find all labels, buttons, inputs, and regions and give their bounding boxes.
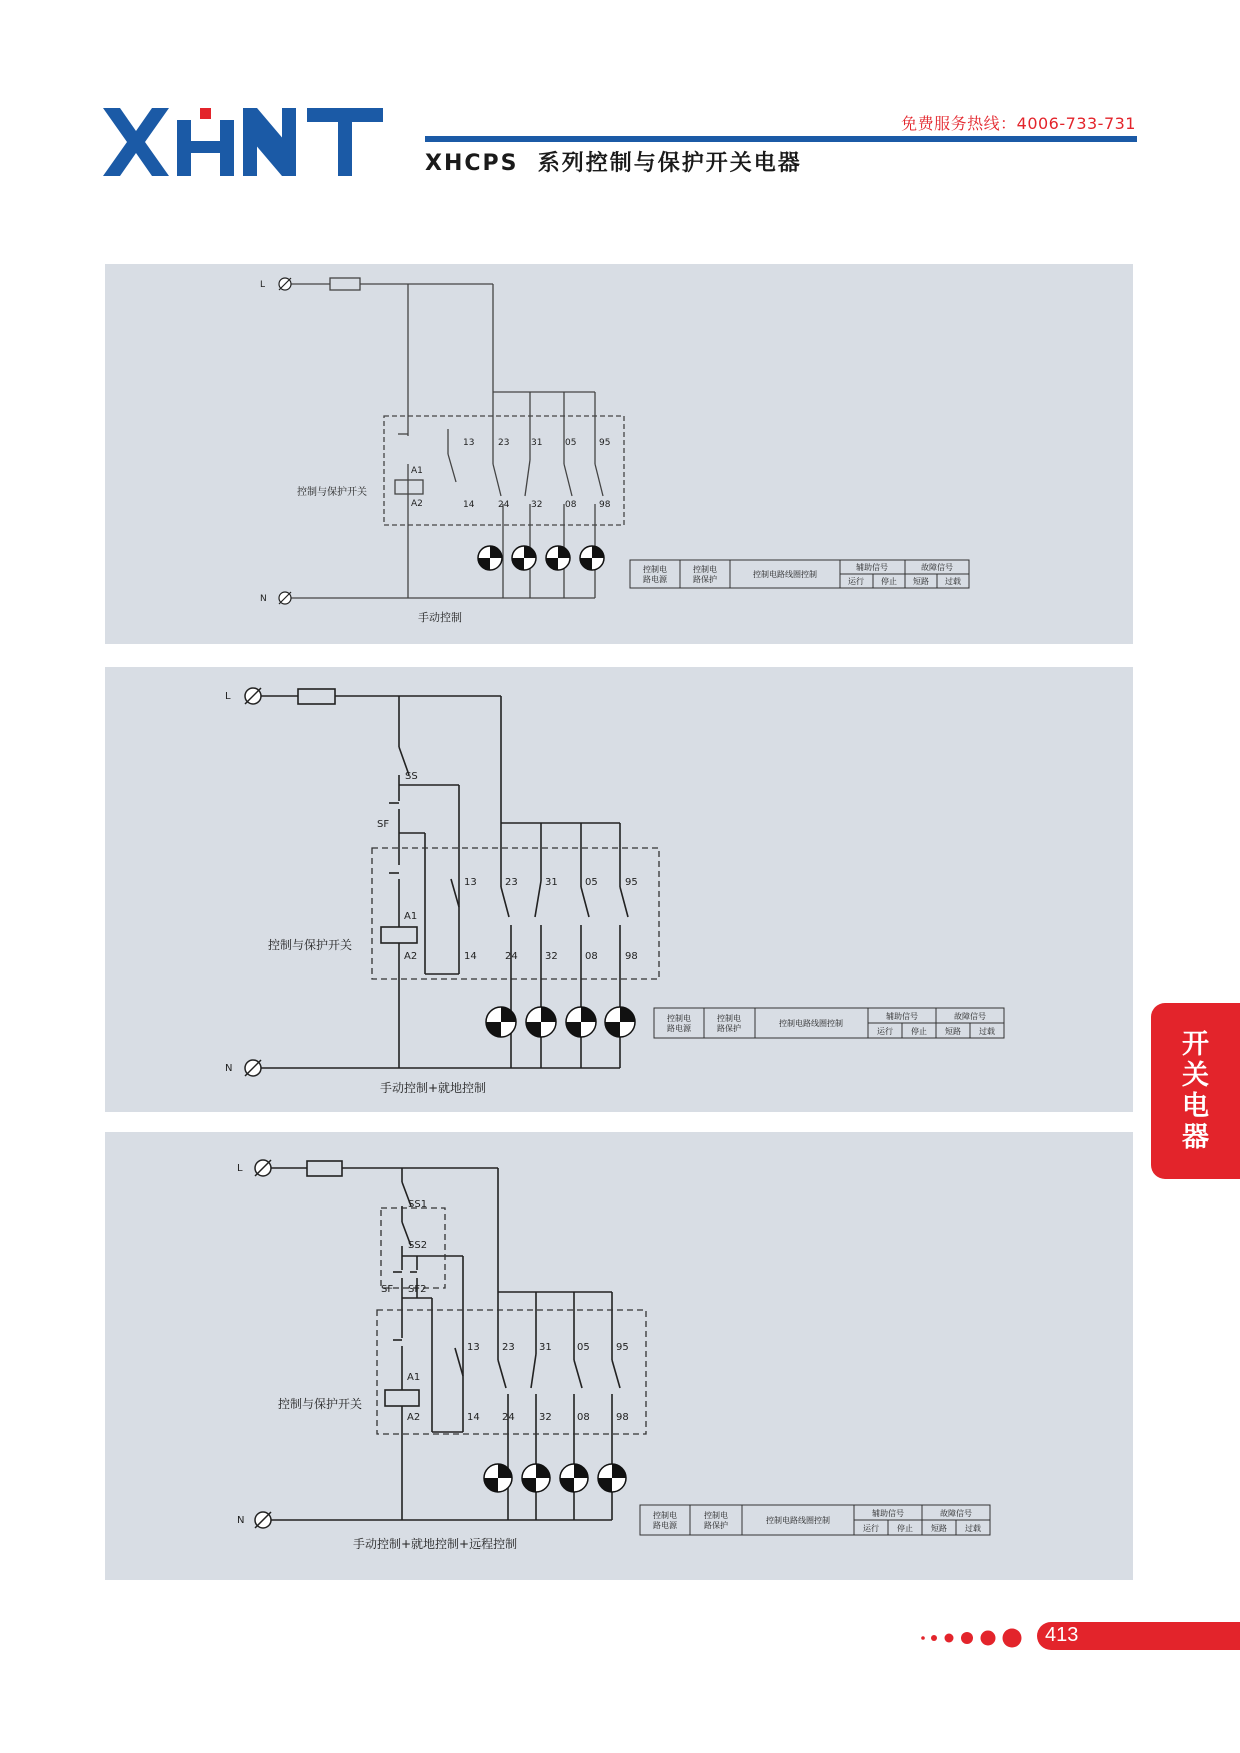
l-label: L bbox=[260, 280, 266, 290]
terminal-32: 32 bbox=[539, 1412, 552, 1423]
function-legend-table bbox=[630, 560, 969, 588]
terminal-24: 24 bbox=[502, 1412, 515, 1423]
legend-power-2: 路电源 bbox=[643, 575, 667, 584]
coil-a1: A1 bbox=[411, 466, 423, 476]
legend-coil: 控制电路线圈控制 bbox=[753, 570, 817, 579]
legend-aux: 辅助信号 bbox=[886, 1012, 918, 1021]
l-label: L bbox=[225, 691, 231, 702]
terminal-08: 08 bbox=[585, 951, 598, 962]
logo-text: XHNT bbox=[103, 174, 106, 175]
terminal-08: 08 bbox=[565, 500, 577, 510]
device-label: 控制与保护开关 bbox=[297, 487, 367, 498]
legend-protect-2: 路保护 bbox=[717, 1024, 741, 1033]
terminal-98: 98 bbox=[625, 951, 638, 962]
legend-aux: 辅助信号 bbox=[856, 563, 888, 572]
diagram-caption: 手动控制+就地控制+远程控制 bbox=[353, 1537, 518, 1551]
legend-stop: 停止 bbox=[897, 1524, 913, 1533]
legend-short: 短路 bbox=[931, 1524, 947, 1533]
terminal-31: 31 bbox=[545, 877, 558, 888]
side-tab-char: 开 bbox=[1182, 1029, 1209, 1060]
terminal-05: 05 bbox=[565, 438, 577, 448]
legend-power-2: 路电源 bbox=[653, 1521, 677, 1530]
legend-fault: 故障信号 bbox=[921, 563, 953, 572]
diagram-caption: 手动控制+就地控制 bbox=[380, 1081, 487, 1095]
legend-power-1: 控制电 bbox=[643, 565, 667, 574]
circuit-diagram-manual-local bbox=[105, 667, 1133, 1112]
side-tab-char: 器 bbox=[1182, 1122, 1209, 1153]
terminal-05: 05 bbox=[577, 1342, 590, 1353]
terminal-95: 95 bbox=[599, 438, 611, 448]
n-label: N bbox=[225, 1063, 233, 1074]
ss1-label: SS1 bbox=[408, 1199, 428, 1210]
terminal-31: 31 bbox=[531, 438, 543, 448]
ss-label: SS bbox=[405, 771, 418, 782]
legend-stop: 停止 bbox=[911, 1027, 927, 1036]
legend-protect-1: 控制电 bbox=[693, 565, 717, 574]
diagram-caption: 手动控制 bbox=[418, 611, 462, 624]
legend-protect-2: 路保护 bbox=[693, 575, 717, 584]
page-dots-decoration bbox=[920, 1626, 1030, 1650]
n-label: N bbox=[237, 1515, 245, 1526]
terminal-08: 08 bbox=[577, 1412, 590, 1423]
sf-label: SF bbox=[381, 1284, 394, 1295]
terminal-23: 23 bbox=[505, 877, 518, 888]
terminal-14: 14 bbox=[467, 1412, 480, 1423]
legend-protect-1: 控制电 bbox=[704, 1511, 728, 1520]
category-side-tab bbox=[1151, 1003, 1240, 1179]
terminal-95: 95 bbox=[625, 877, 638, 888]
legend-overload: 过载 bbox=[945, 577, 961, 586]
coil-a2: A2 bbox=[404, 951, 418, 962]
terminal-24: 24 bbox=[498, 500, 510, 510]
legend-power-1: 控制电 bbox=[653, 1511, 677, 1520]
legend-run: 运行 bbox=[848, 577, 864, 586]
legend-power-2: 路电源 bbox=[667, 1024, 691, 1033]
page-number-badge bbox=[1037, 1622, 1240, 1650]
diagram-panel-manual-local-remote bbox=[105, 1132, 1133, 1580]
terminal-13: 13 bbox=[463, 438, 475, 448]
series-title: XHCPS 系列控制与保护开关电器 bbox=[425, 151, 802, 176]
legend-protect-1: 控制电 bbox=[717, 1014, 741, 1023]
sf-label: SF bbox=[377, 819, 390, 830]
legend-aux: 辅助信号 bbox=[872, 1509, 904, 1518]
terminal-95: 95 bbox=[616, 1342, 629, 1353]
header-rule bbox=[425, 136, 1137, 142]
legend-overload: 过载 bbox=[965, 1524, 981, 1533]
legend-coil: 控制电路线圈控制 bbox=[766, 1516, 830, 1525]
n-label: N bbox=[260, 594, 267, 604]
terminal-24: 24 bbox=[505, 951, 518, 962]
coil-a1: A1 bbox=[407, 1372, 421, 1383]
function-legend-table bbox=[640, 1505, 990, 1535]
terminal-32: 32 bbox=[545, 951, 558, 962]
indicator-lamps bbox=[484, 1464, 626, 1492]
terminal-23: 23 bbox=[502, 1342, 515, 1353]
legend-overload: 过载 bbox=[979, 1027, 995, 1036]
service-hotline: 免费服务热线：4006-733-731 bbox=[901, 114, 1136, 133]
l-label: L bbox=[237, 1163, 243, 1174]
xhnt-logo bbox=[103, 108, 383, 176]
device-label: 控制与保护开关 bbox=[278, 1397, 363, 1411]
ss2-label: SS2 bbox=[408, 1240, 428, 1251]
coil-a2: A2 bbox=[407, 1412, 421, 1423]
terminal-98: 98 bbox=[599, 500, 611, 510]
legend-short: 短路 bbox=[945, 1027, 961, 1036]
diagram-panel-manual bbox=[105, 264, 1133, 644]
legend-stop: 停止 bbox=[881, 577, 897, 586]
side-tab-char: 电 bbox=[1182, 1091, 1209, 1122]
terminal-13: 13 bbox=[464, 877, 477, 888]
terminal-14: 14 bbox=[463, 500, 475, 510]
legend-run: 运行 bbox=[863, 1524, 879, 1533]
diagram-panel-manual-local bbox=[105, 667, 1133, 1112]
legend-fault: 故障信号 bbox=[940, 1509, 972, 1518]
legend-fault: 故障信号 bbox=[954, 1012, 986, 1021]
coil-a2: A2 bbox=[411, 499, 423, 509]
sf2-label: SF2 bbox=[408, 1284, 427, 1295]
function-legend-table bbox=[654, 1008, 1004, 1038]
legend-short: 短路 bbox=[913, 577, 929, 586]
legend-coil: 控制电路线圈控制 bbox=[779, 1019, 843, 1028]
device-label: 控制与保护开关 bbox=[268, 938, 353, 952]
terminal-14: 14 bbox=[464, 951, 477, 962]
terminal-32: 32 bbox=[531, 500, 543, 510]
page-number: 413 bbox=[1045, 1624, 1079, 1646]
terminal-13: 13 bbox=[467, 1342, 480, 1353]
side-tab-char: 关 bbox=[1182, 1060, 1209, 1091]
coil-a1: A1 bbox=[404, 911, 418, 922]
terminal-31: 31 bbox=[539, 1342, 552, 1353]
legend-run: 运行 bbox=[877, 1027, 893, 1036]
indicator-lamps bbox=[478, 546, 604, 570]
terminal-05: 05 bbox=[585, 877, 598, 888]
terminal-23: 23 bbox=[498, 438, 510, 448]
circuit-diagram-manual bbox=[105, 264, 1133, 644]
terminal-98: 98 bbox=[616, 1412, 629, 1423]
indicator-lamps bbox=[486, 1007, 635, 1037]
circuit-diagram-manual-local-remote bbox=[105, 1132, 1133, 1580]
legend-power-1: 控制电 bbox=[667, 1014, 691, 1023]
legend-protect-2: 路保护 bbox=[704, 1521, 728, 1530]
